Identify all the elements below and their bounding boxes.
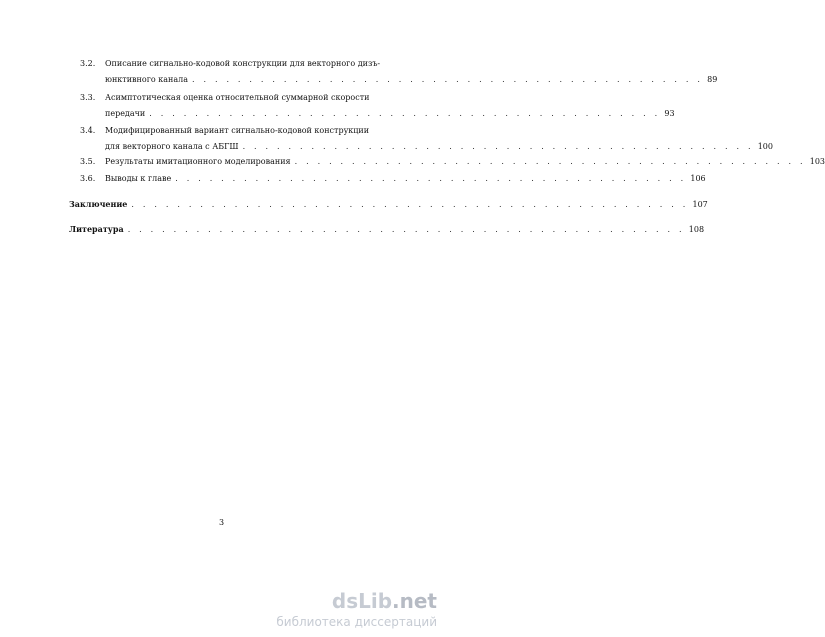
toc-entry-title: передачи [105,109,146,118]
logo-main: dsLib [331,589,393,613]
toc-entry-page: 106 [690,174,706,183]
toc-entry-number: 3.2. [80,59,96,68]
dot-leader: . . . . . . . . . . . . . . . . . . . . . . . . . . . . . . . . . . . . . . . . . . . . . [191,75,704,84]
dot-leader: . . . . . . . . . . . . . . . . . . . . . . . . . . . . . . . . . . . . . . . . . . . . . . . . . [127,225,685,234]
toc-entry-title: для векторного канала с АБГШ [105,142,239,151]
toc-entry-page: 93 [664,109,675,118]
toc-entry-title: Выводы к главе [105,174,172,183]
dot-leader: . . . . . . . . . . . . . . . . . . . . . . . . . . . . . . . . . . . . . . . . . . . . . [149,109,661,118]
toc-entry-number: 3.6. [80,174,96,183]
watermark[interactable] [262,589,442,633]
toc-entry-number: 3.5. [80,157,96,166]
dot-leader: . . . . . . . . . . . . . . . . . . . . . . . . . . . . . . . . . . . . . . . . . . . . . [242,142,754,151]
toc-entry-page: 108 [688,225,705,234]
toc-entry-page: 107 [692,200,708,209]
toc-entry-title: Асимптотическая оценка относительной суммарной скорости [105,93,370,102]
toc-entry-number: 3.4. [80,126,96,135]
toc-entry-title: юнктивного канала [105,75,188,84]
toc-entry-title: Модифицированный вариант сигнально-кодовой конструкции [105,126,370,135]
toc-entry-page: 100 [757,142,773,151]
toc-entry-title: Описание сигнально-кодовой конструкции для векторного дизъ- [105,59,381,68]
toc-entry-title: Заключение [69,199,128,209]
logo-tld: .net [392,589,437,613]
site-tagline: библиотека диссертаций [276,615,437,629]
toc-entry-number: 3.3. [80,93,96,102]
toc-entry-title: Результаты имитационного моделирования [105,157,291,166]
toc-entry-page: 89 [707,75,718,84]
toc-entry-page: 103 [809,157,825,166]
toc-entry-title: Литература [69,224,124,234]
dot-leader: . . . . . . . . . . . . . . . . . . . . . . . . . . . . . . . . . . . . . . . . . . . . . [175,174,687,183]
site-logo [332,589,437,613]
dot-leader: . . . . . . . . . . . . . . . . . . . . . . . . . . . . . . . . . . . . . . . . . . . . . . . . . [131,200,689,209]
dot-leader: . . . . . . . . . . . . . . . . . . . . . . . . . . . . . . . . . . . . . . . . . . . . . [294,157,806,166]
page-number: 3 [219,518,225,527]
